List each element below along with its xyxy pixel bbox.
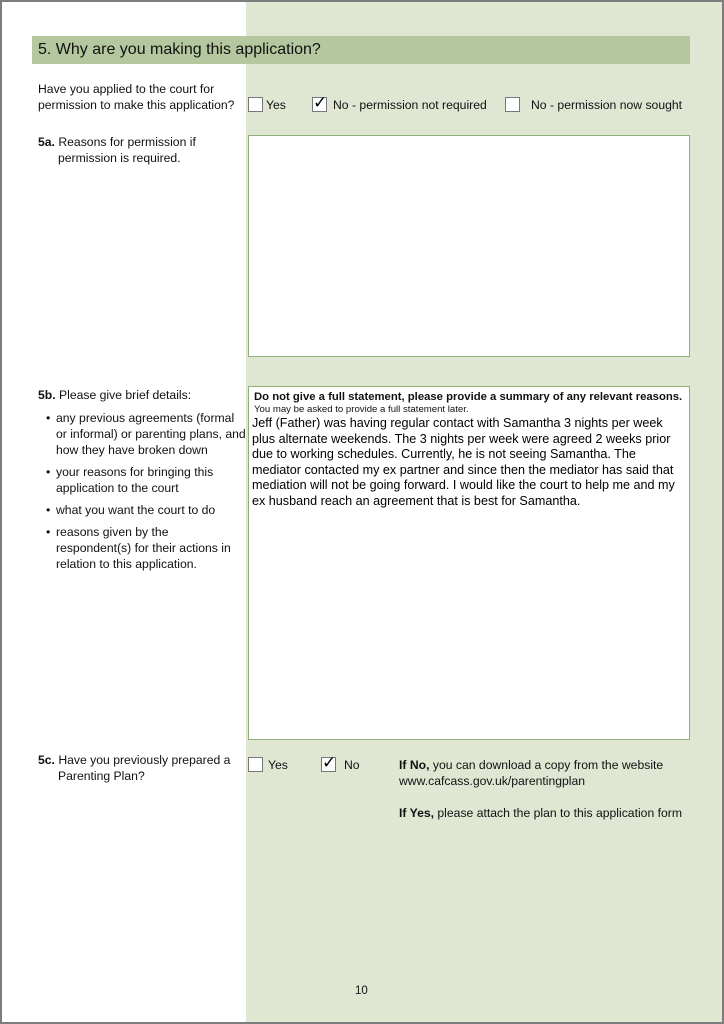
if-no-text: you can download a copy from the website	[429, 758, 664, 772]
parenting-plan-url[interactable]: www.cafcass.gov.uk/parentingplan	[399, 774, 586, 788]
parenting-plan-yes-label: Yes	[268, 758, 288, 772]
q5b-bullet-item: • any previous agreements (formal or informal) or parenting plans, and how they have broken down	[46, 410, 246, 458]
q5a-label	[38, 135, 243, 166]
checkmark-icon: ✓	[322, 753, 337, 773]
q5b-label	[38, 388, 243, 404]
parenting-plan-yes-checkbox[interactable]	[248, 757, 263, 772]
if-yes-text: please attach the plan to this application form	[434, 806, 682, 820]
q5b-details-textarea[interactable]	[248, 386, 690, 740]
q5b-label-text: Please give brief details:	[59, 388, 192, 402]
form-page	[2, 2, 722, 1022]
parenting-plan-if-yes	[399, 805, 709, 821]
if-yes-bold: If Yes,	[399, 806, 435, 820]
permission-not-required-label: No - permission not required	[333, 98, 487, 112]
q5c-label-line1: Have you previously prepared a	[58, 753, 231, 767]
q5c-label-line2: Parenting Plan?	[58, 768, 145, 783]
permission-now-sought-label: No - permission now sought	[531, 98, 683, 112]
q5b-bullet-list	[46, 410, 246, 578]
q5a-number: 5a.	[38, 135, 55, 149]
parenting-plan-no-label: No	[344, 758, 360, 772]
q5c-label	[38, 753, 243, 784]
q5b-hint-small: You may be asked to provide a full statement later.	[254, 404, 469, 415]
q5a-reasons-textarea[interactable]	[248, 135, 690, 357]
q5a-label-line1: Reasons for permission if	[58, 135, 196, 149]
checkmark-icon: ✓	[313, 93, 328, 113]
permission-now-sought-checkbox[interactable]	[505, 97, 520, 112]
page-number: 10	[355, 985, 368, 997]
q5a-label-line2: permission is required.	[58, 150, 181, 165]
parenting-plan-if-no	[399, 757, 699, 789]
permission-yes-checkbox[interactable]	[248, 97, 263, 112]
q5b-bullet-item: • what you want the court to do	[46, 502, 246, 518]
q5b-answer-text: Jeff (Father) was having regular contact with Samantha 3 nights per week plus alternate weekends. The 3 nights per week were agreed 2 weeks prior due to working schedules. Currently, he is not seeing Samantha. The mediator contacted my ex partner and since then the mediator has said that mediation will not be going forward. I would like the court to help me and my ex husband reach an agreement that is best for Samantha.	[252, 416, 675, 508]
q5c-number: 5c.	[38, 753, 55, 767]
permission-question: Have you applied to the court for permission to make this application?	[38, 82, 235, 112]
section-heading: 5. Why are you making this application?	[32, 36, 690, 64]
q5b-bullet-item: • reasons given by the respondent(s) for their actions in relation to this application.	[46, 524, 246, 572]
q5b-number: 5b.	[38, 388, 56, 402]
q5b-bullet-item: • your reasons for bringing this application to the court	[46, 464, 246, 496]
q5b-hint: Do not give a full statement, please provide a summary of any relevant reasons.	[254, 391, 683, 403]
if-no-bold: If No,	[399, 758, 430, 772]
permission-yes-label: Yes	[266, 98, 286, 112]
